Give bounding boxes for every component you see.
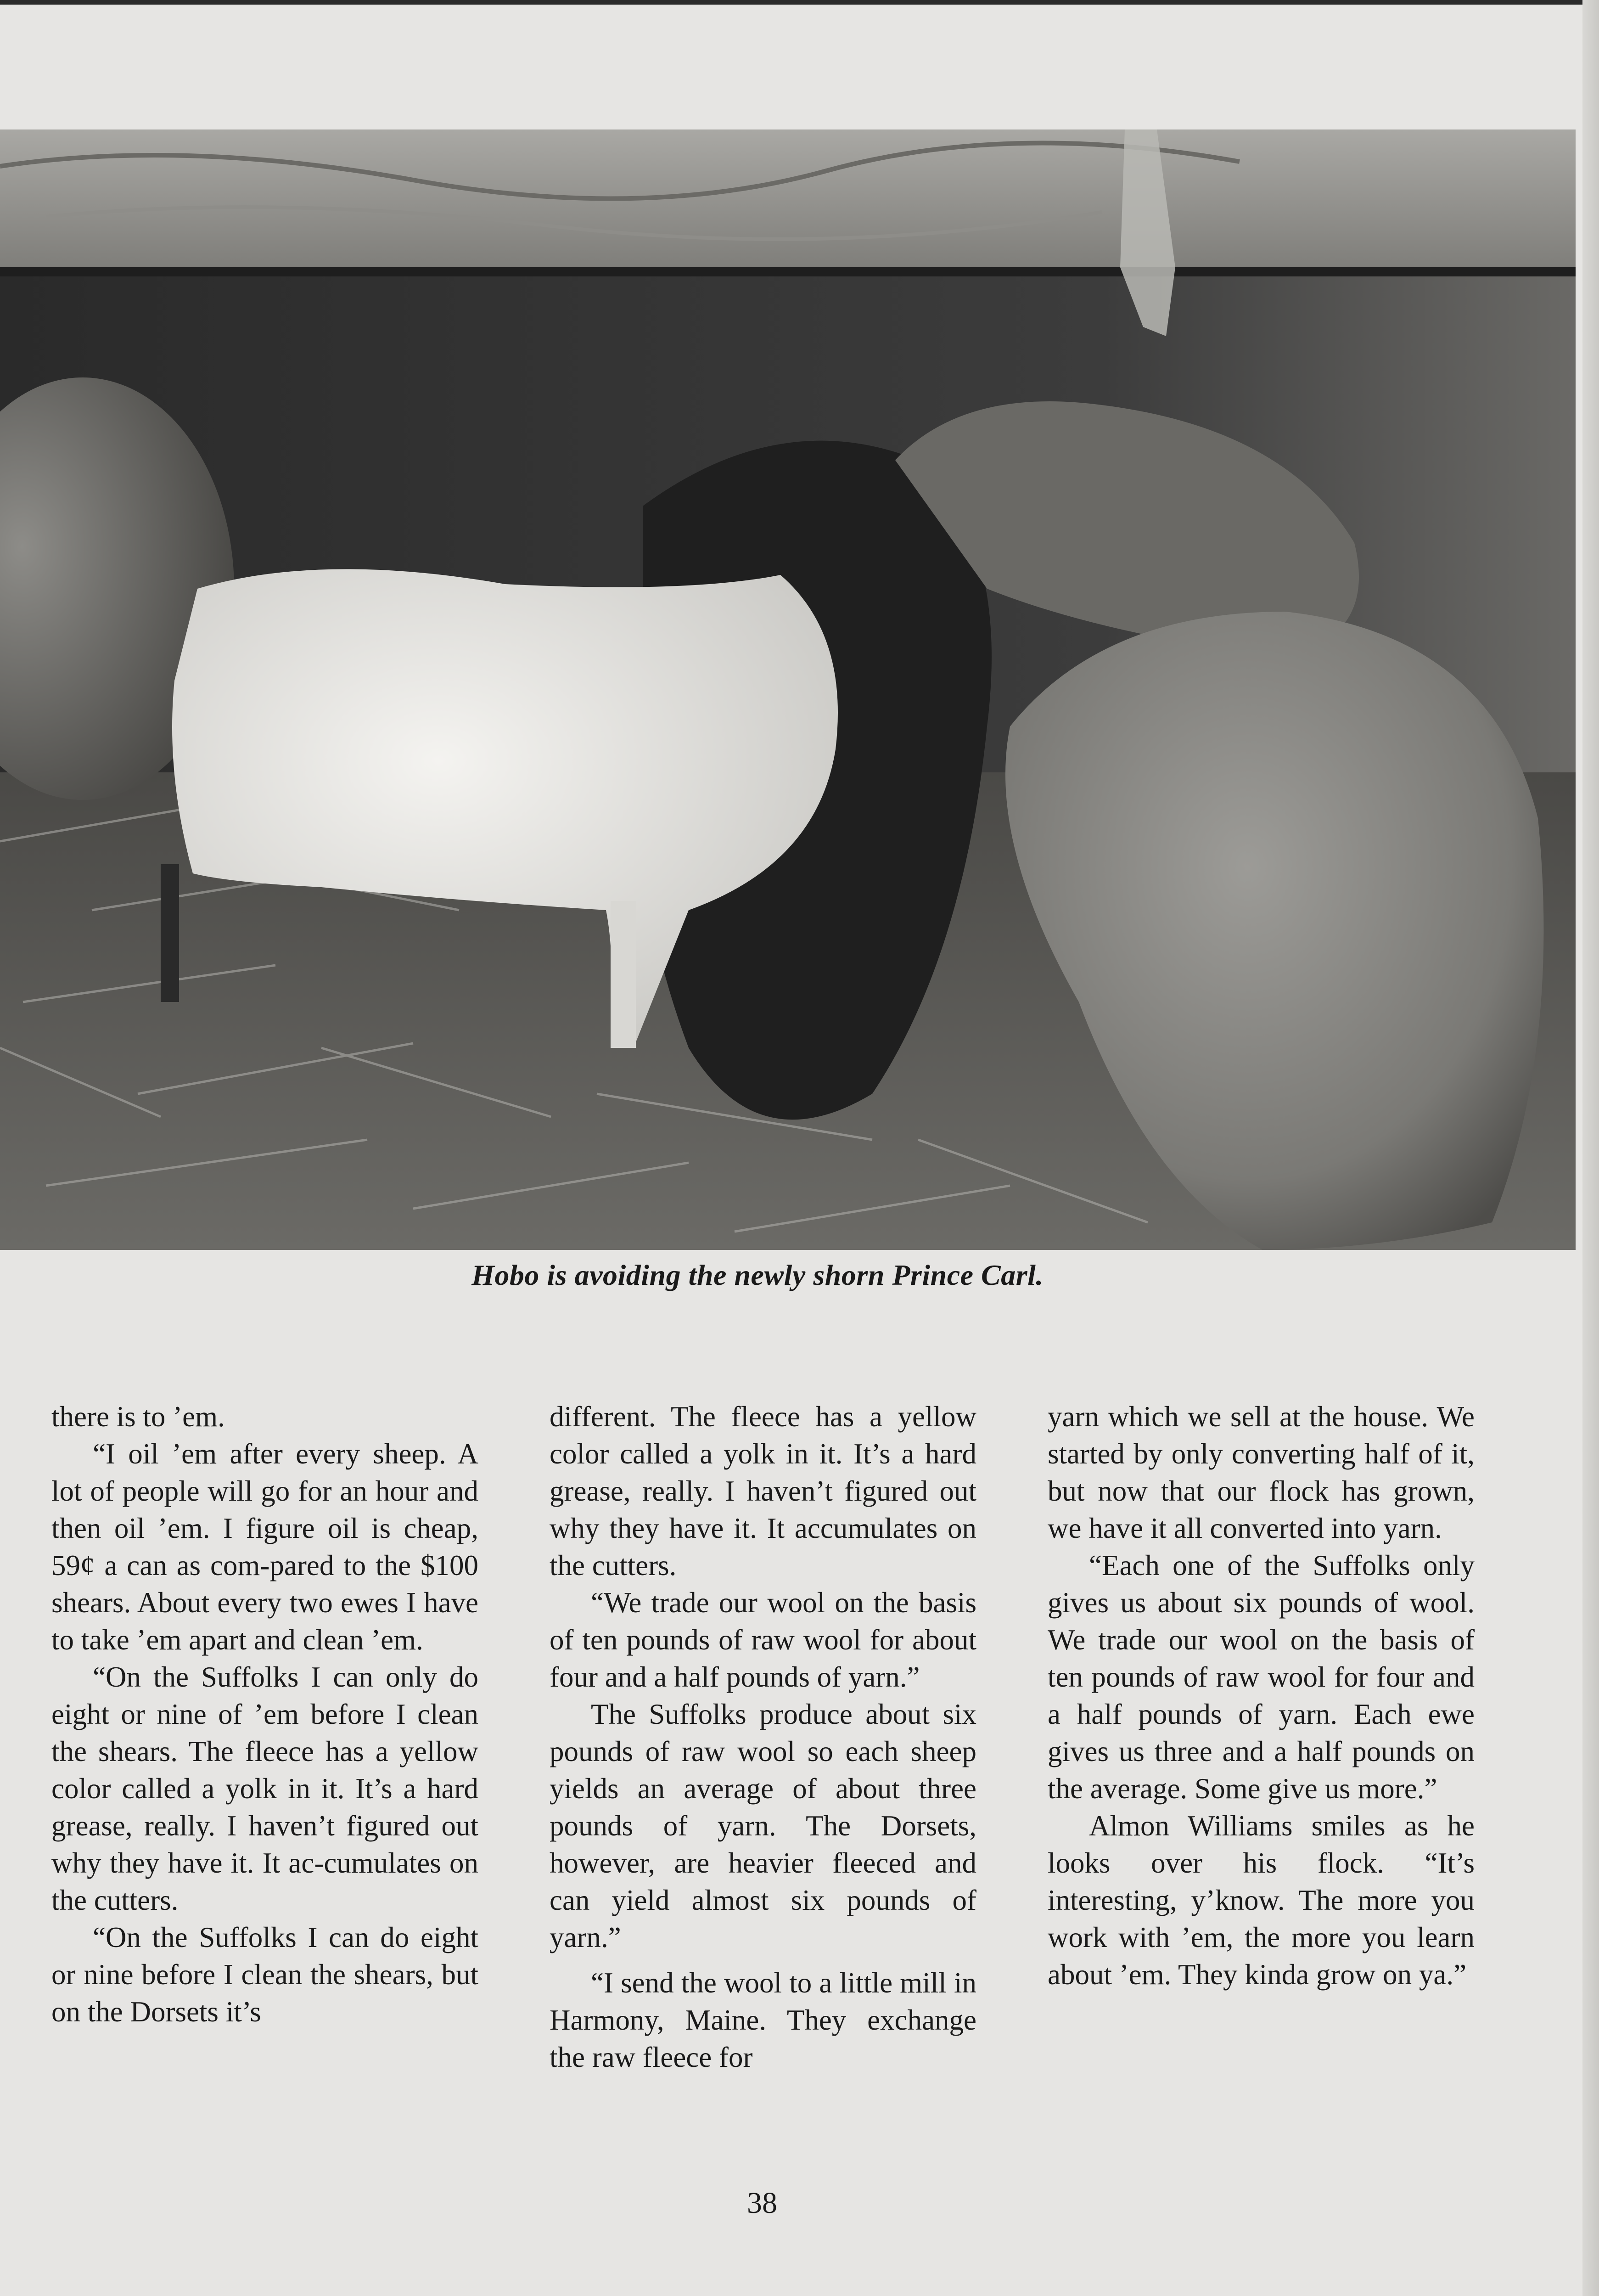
paragraph: “Each one of the Suffolks only gives us about six pounds of wool. We trade our wool on the basis of ten pounds of raw wool for four and a half pounds of yarn. Each ewe gives us three and a half pounds on the average. Some give us more.” — [1048, 1549, 1475, 1805]
paragraph: Almon Williams smiles as he looks over his flock. “It’s interesting, y’know. The more you work with ’em, the more you learn about ’em. They kinda grow on ya.” — [1048, 1810, 1475, 1991]
paragraph: The Suffolks produce about six pounds of raw wool so each sheep yields an average of about three pounds of yarn. The Dorsets, however, are heavier fleeced and can yield almost six pounds of yarn.” — [550, 1698, 976, 1953]
text-column-3 — [1048, 1398, 1475, 1993]
sheep-photograph — [0, 129, 1576, 1250]
paragraph: “I oil ’em after every sheep. A lot of people will go for an hour and then oil ’em. I figure oil is cheap, 59¢ a can as com-pared to the $100 shears. About every two ewes I have to take ’em apart and clean ’em. — [51, 1438, 478, 1656]
text-column-2 — [550, 1398, 976, 2076]
paragraph: there is to ’em. — [51, 1401, 225, 1433]
top-border — [0, 0, 1599, 5]
sheep-photo-illustration — [0, 129, 1576, 1250]
text-column-1 — [51, 1398, 478, 2031]
photo-caption: Hobo is avoiding the newly shorn Prince Carl. — [471, 1259, 1044, 1291]
paragraph: different. The fleece has a yellow color called a yolk in it. It’s a hard grease, really. I haven’t figured out why they have it. It accumulates on the cutters. — [550, 1401, 976, 1581]
paragraph: “We trade our wool on the basis of ten pounds of raw wool for about four and a half pounds of yarn.” — [550, 1587, 976, 1693]
page-number: 38 — [747, 2186, 777, 2220]
paragraph: yarn which we sell at the house. We started by only converting half of it, but now that our flock has grown, we have it all converted into yarn. — [1048, 1401, 1475, 1544]
paragraph: “On the Suffolks I can do eight or nine before I clean the shears, but on the Dorsets it’s — [51, 1921, 478, 2028]
paragraph: “On the Suffolks I can only do eight or nine of ’em before I clean the shears. The fleece has a yellow color called a yolk in it. It’s a hard grease, really. I haven’t figured out why they have it. It ac-cumulates on the cutters. — [51, 1661, 478, 1916]
page-edge — [1582, 0, 1599, 2296]
article-body — [51, 1398, 1475, 2151]
paragraph: “I send the wool to a little mill in Harmony, Maine. They exchange the raw fleece for — [550, 1967, 976, 2073]
